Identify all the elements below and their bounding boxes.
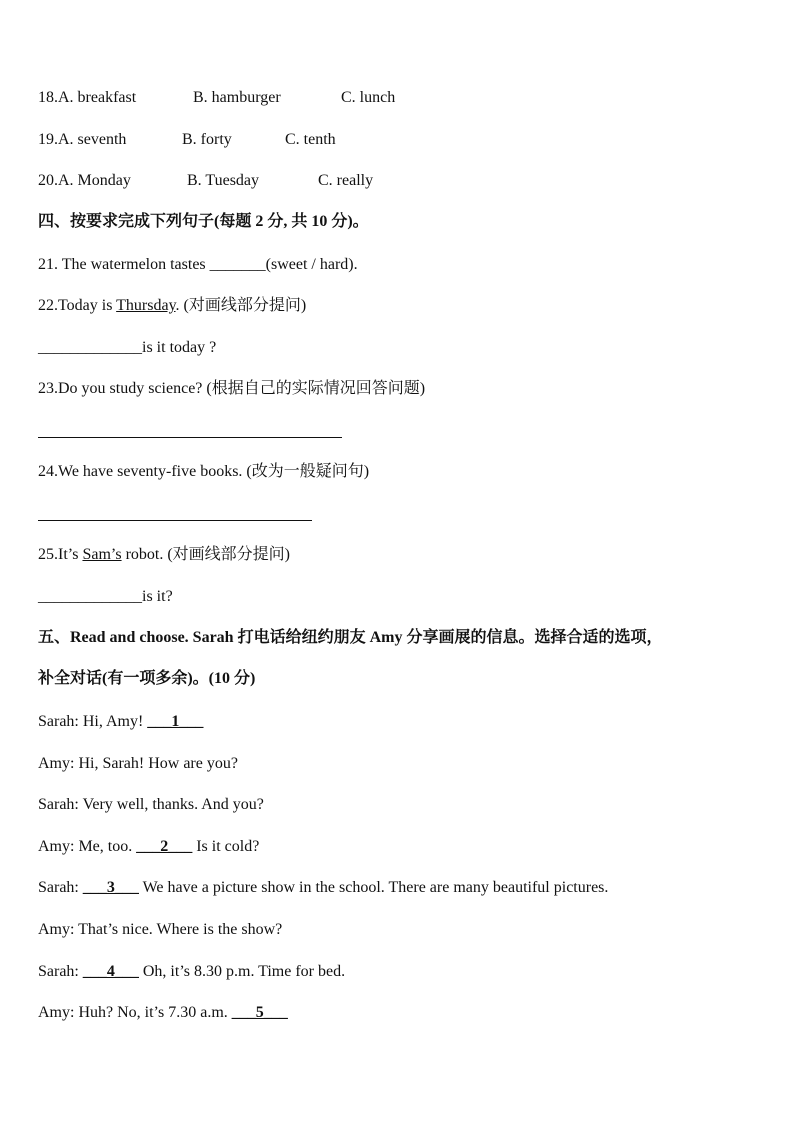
question-number: 25. xyxy=(38,546,58,563)
dialogue-blank: ___3___ xyxy=(82,879,139,896)
option-a: A. breakfast xyxy=(58,89,137,106)
question-number: 23. xyxy=(38,380,58,397)
question-number: 21 xyxy=(38,256,54,273)
dialogue-text-post: Is it cold? xyxy=(192,838,260,855)
answer-line-22: _____________is it today ? xyxy=(38,339,217,356)
dialogue-line xyxy=(38,920,282,940)
underlined-word: Sam’s xyxy=(82,546,122,563)
dialogue-line xyxy=(38,795,264,815)
option-c: C. lunch xyxy=(341,89,396,106)
question-text: We have seventy-five books. (改为一般疑问句) xyxy=(58,463,370,480)
dialogue-line xyxy=(38,962,345,982)
question-21 xyxy=(38,255,358,275)
question-text: Do you study science? (根据自己的实际情况回答问题) xyxy=(58,380,426,397)
dialogue-blank: ___1___ xyxy=(147,713,204,730)
answer-line-24 xyxy=(38,520,312,521)
question-23 xyxy=(38,379,425,399)
dialogue-text: Sarah: xyxy=(38,879,83,896)
dialogue-text: Amy: Huh? No, it’s 7.30 a.m. xyxy=(38,1004,232,1021)
dialogue-text-post: Oh, it’s 8.30 p.m. Time for bed. xyxy=(138,963,346,980)
option-b: B. Tuesday xyxy=(187,172,260,189)
question-22 xyxy=(38,296,306,316)
question-19 xyxy=(38,130,336,150)
question-number: 22. xyxy=(38,297,58,314)
section-5-heading: 五、Read and choose. Sarah 打电话给纽约朋友 Amy 分享画展的信息。选择合适的选项， xyxy=(38,629,663,646)
dialogue-line xyxy=(38,837,259,857)
dialogue-text: Amy: That’s nice. Where is the show? xyxy=(38,921,283,938)
dialogue-text: Amy: Me, too. xyxy=(38,838,137,855)
dialogue-blank: ___5___ xyxy=(231,1004,288,1021)
section-5-heading-cont: 补全对话(有一项多余)。(10 分) xyxy=(38,670,256,687)
question-text: . The watermelon tastes _______(sweet / hard). xyxy=(54,256,358,273)
question-text-pre: Today is xyxy=(58,297,117,314)
question-number: 18. xyxy=(38,89,58,106)
option-c: C. really xyxy=(318,172,374,189)
answer-line-23 xyxy=(38,437,342,438)
dialogue-text: Sarah: Hi, Amy! xyxy=(38,713,148,730)
question-18 xyxy=(38,88,395,108)
question-20 xyxy=(38,171,373,191)
question-number: 20. xyxy=(38,172,58,189)
answer-line-25: _____________is it? xyxy=(38,588,173,605)
option-a: A. Monday xyxy=(58,172,131,189)
dialogue-text-post: We have a picture show in the school. There are many beautiful pictures. xyxy=(138,879,609,896)
dialogue-line xyxy=(38,878,608,898)
option-b: B. forty xyxy=(182,131,232,148)
question-24 xyxy=(38,462,369,482)
underlined-word: Thursday xyxy=(116,297,176,314)
dialogue-text: Sarah: xyxy=(38,963,83,980)
question-text-pre: It’s xyxy=(58,546,83,563)
dialogue-line xyxy=(38,1003,288,1023)
option-c: C. tenth xyxy=(285,131,336,148)
dialogue-line xyxy=(38,754,238,774)
question-text-post: robot. (对画线部分提问) xyxy=(121,546,291,563)
question-text-post: . (对画线部分提问) xyxy=(175,297,307,314)
option-b: B. hamburger xyxy=(193,89,281,106)
option-a: A. seventh xyxy=(58,131,127,148)
question-number: 24. xyxy=(38,463,58,480)
question-number: 19. xyxy=(38,131,58,148)
question-25 xyxy=(38,545,290,565)
dialogue-line xyxy=(38,712,203,732)
dialogue-blank: ___2___ xyxy=(136,838,193,855)
dialogue-text: Amy: Hi, Sarah! How are you? xyxy=(38,755,238,772)
section-4-heading: 四、按要求完成下列句子(每题 2 分, 共 10 分)。 xyxy=(38,213,369,230)
dialogue-blank: ___4___ xyxy=(82,963,139,980)
dialogue-text: Sarah: Very well, thanks. And you? xyxy=(38,796,264,813)
